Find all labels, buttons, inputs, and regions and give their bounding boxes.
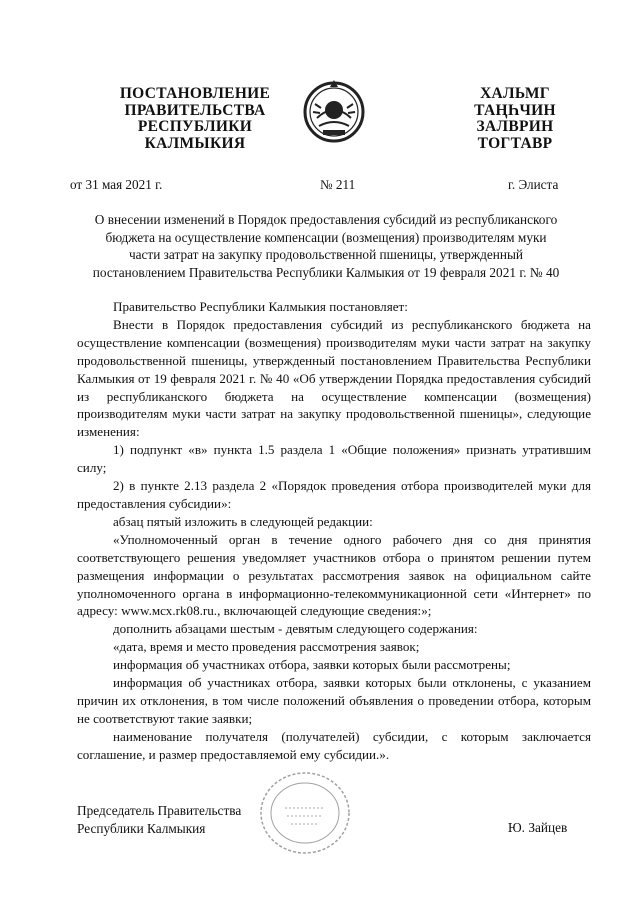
coat-of-arms-emblem [301,74,367,144]
header-line: ПРАВИТЕЛЬСТВА [124,101,266,119]
document-city: г. Элиста [508,177,559,192]
signatory-title [77,802,241,838]
header-line: ЗАЛВРИН [476,118,554,135]
body-paragraph: 1) подпункт «в» пункта 1.5 раздела 1 «Общие положения» признать утратившим силу; [77,442,591,476]
header-line: РЕСПУБЛИКИ [137,118,253,135]
body-paragraph: «дата, время и место проведения рассмотрения заявок; [113,639,420,655]
body-paragraph: Правительство Республики Калмыкия постановляет: [113,299,408,314]
body-paragraph: 2) в пункте 2.13 раздела 2 «Порядок проведения отбора производителей муки для предоставления субсидии»: [77,478,591,511]
body-paragraph: информация об участниках отбора, заявки которых были отклонены, с указанием причин их отклонения, в том числе положений объявления о проведении отбора, которым не соответствуют такие заявки; [77,675,591,726]
official-stamp [255,768,355,858]
header-line: КАЛМЫКИЯ [144,134,246,152]
body-paragraph: информация об участниках отбора, заявки которых были рассмотрены; [113,657,511,673]
header-russian [95,86,295,152]
body-paragraph: дополнить абзацами шестым - девятым следующего содержания: [113,621,478,637]
document-date: от 31 мая 2021 г. [70,177,163,192]
document-body [77,298,591,764]
header-line: ТОГТАВР [477,134,553,152]
signatory-name: Ю. Зайцев [508,820,568,835]
document-title [60,211,592,281]
header-line: ХАЛЬМГ [480,85,550,102]
title-line: О внесении изменений в Порядок предоставления субсидий из республиканского [94,212,558,227]
signatory-title-line: Республики Калмыкия [77,821,206,836]
document-number: № 211 [320,177,356,192]
title-line: постановлением Правительства Республики Калмыкия от 19 февраля 2021 г. № 40 [92,264,560,280]
title-line: бюджета на осуществление компенсации (возмещения) производителям муки [105,229,547,245]
body-paragraph: наименование получателя (получателей) субсидии, с которым заключается соглашение, и размер предоставляемой ему субсидии.». [77,728,591,762]
title-line: части затрат на закупку продовольственной пшеницы, утвержденный [128,247,524,263]
body-paragraph: Внести в Порядок предоставления субсидий из республиканского бюджета на осуществление компенсации (возмещения) производителям муки части затрат на закупку продовольственной пшеницы, утвержденный постановлением Правительства Республики Калмыкия от 19 февраля 2021 г. № 40 «Об утверждении Порядка предоставления субсидий из республиканского бюджета на осуществление компенсации (возмещения) производителям муки части затрат на закупку продовольственной пшеницы», следующие изменения: [77,316,591,440]
body-paragraph: абзац пятый изложить в следующей редакции: [113,513,373,529]
header-line: ТАҢҺЧИН [474,101,556,119]
body-paragraph: «Уполномоченный орган в течение одного рабочего дня со дня принятия соответствующего решения уведомляет участников отбора о принятом решении путем размещения информации о результатах рассмотрения заявок на официальном сайте уполномоченного органа в информационно-телекоммуникационной сети «Интернет» по адресу: www.мсх.rk08.ru., включающей следующие сведения:»; [77,531,591,619]
header-kalmyk [440,86,590,152]
header-line: ПОСТАНОВЛЕНИЕ [119,85,271,102]
signatory-title-line: Председатель Правительства [77,803,242,818]
